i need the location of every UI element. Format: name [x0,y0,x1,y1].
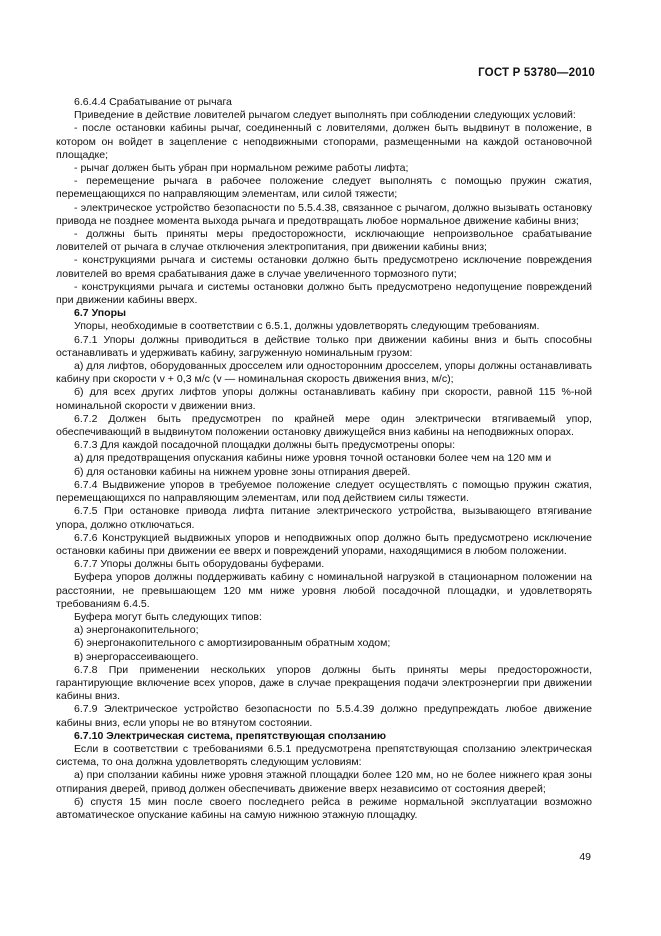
paragraph: Буфера могут быть следующих типов: [74,610,262,623]
paragraph: 6.7.4 Выдвижение упоров в требуемое положение следует осуществлять с помощью пружин сжатия, перемещающихся по направляющим элементам, или под действием силы тяжести. [56,478,592,505]
paragraph: в) энергорассеивающего. [74,650,199,663]
paragraph: а) при сползании кабины ниже уровня этажной площадки более 120 мм, но не более нижнего края зоны отпирания дверей, привод должен обеспечивать движение вверх независимо от состояния дверей; [56,769,592,795]
section-heading: 6.7.10 Электрическая система, препятствующая сползанию [74,729,387,742]
paragraph: а) для лифтов, оборудованных дросселем или односторонним дросселем, упоры должны останавливать кабину при скорости v + 0,3 м/с (v — номинальная скорость движения вниз, м/с); [56,360,592,386]
paragraph: б) для всех других лифтов упоры должны останавливать кабину при скорости, равной 115 %-ной номинальной скорости v движении вниз. [56,386,592,412]
paragraph: 6.7.5 При остановке привода лифта питание электрического устройства, вызывающего втягивание упора, должно отключаться. [56,505,592,531]
paragraph: а) для предотвращения опускания кабины ниже уровня точной остановки более чем на 120 мм и [74,452,552,465]
paragraph: а) энергонакопительного; [74,624,199,637]
section-heading: 6.7 Упоры [74,307,127,320]
paragraph: 6.7.2 Должен быть предусмотрен по крайней мере один электрически втягиваемый упор, обеспечивающий в выдвинутом положении остановку движущейся вниз кабины на неподвижных опорах. [56,412,592,439]
paragraph: - конструкциями рычага и системы остановки должно быть предусмотрено исключение повреждения ловителей во время срабатывания даже в случае увеличенного тормозного пути; [56,254,592,280]
paragraph: б) спустя 15 мин после своего последнего рейса в режиме нормальной эксплуатации возможно автоматическое опускание кабины на самую нижнюю этажную площадку. [56,795,592,821]
paragraph: 6.7.7 Упоры должны быть оборудованы буферами. [74,558,325,571]
page-number: 49 [579,851,591,863]
paragraph: 6.7.8 При применении нескольких упоров должны быть приняты меры предосторожности, гарантирующие включение всех упоров, даже в случае прекращения подачи электроэнергии при движении кабины вниз. [56,663,592,703]
paragraph: - должны быть приняты меры предосторожности, исключающие непроизвольное срабатывание ловителей от рычага в случае отключения электропитания, при движении кабины вниз; [56,228,592,254]
paragraph: - конструкциями рычага и системы остановки должно быть предусмотрено недопущение повреждений при движении кабины вверх. [56,280,592,307]
paragraph: 6.6.4.4 Срабатывание от рычага [74,96,232,108]
paragraph: 6.7.3 Для каждой посадочной площадки должны быть предусмотрены опоры: [74,439,456,452]
paragraph: - перемещение рычага в рабочее положение следует выполнять с помощью пружин сжатия, перемещающихся по направляющим элементам, или силой тяжести; [56,175,592,201]
paragraph: - рычаг должен быть убран при нормальном режиме работы лифта; [74,162,409,175]
document-id: ГОСТ Р 53780—2010 [478,67,595,79]
paragraph: б) энергонакопительного с амортизированным обратным ходом; [74,637,391,650]
paragraph: - электрическое устройство безопасности по 5.5.4.38, связанное с рычагом, должно вызывать остановку привода не позднее момента выхода рычага и предотвращать любое нормальное движение кабины вниз; [56,201,592,227]
document-body [56,96,592,822]
paragraph: 6.7.6 Конструкцией выдвижных упоров и неподвижных опор должно быть предусмотрено исключение остановки кабины при движении ее вверх и повреждений упорами, находящимися в любом положении. [56,531,592,557]
paragraph: 6.7.9 Электрическое устройство безопасности по 5.5.4.39 должно предупреждать любое движение кабины вниз, если упоры не во втянутом состоянии. [56,703,592,729]
paragraph: Если в соответствии с требованиями 6.5.1 предусмотрена препятствующая сползанию электрическая система, то она должна удовлетворять следующим условиям: [56,742,592,769]
paragraph: Приведение в действие ловителей рычагом следует выполнять при соблюдении следующих условий: [74,109,576,122]
paragraph: Буфера упоров должны поддерживать кабину с номинальной нагрузкой в стационарном положении на расстоянии, не превышающем 120 мм ниже уровня любой посадочной площадки, и удовлетворять требованиям 6.4.5. [56,571,592,610]
paragraph: 6.7.1 Упоры должны приводиться в действие только при движении кабины вниз и быть способны останавливать и удерживать кабину, загруженную номинальным грузом: [56,333,592,359]
paragraph: Упоры, необходимые в соответствии с 6.5.1, должны удовлетворять следующим требованиям. [74,320,540,333]
paragraph: - после остановки кабины рычаг, соединенный с ловителями, должен быть выдвинут в положение, в котором он войдет в зацепление с неподвижными стопорами, размещенными на каждой остановочной площадке; [56,122,592,161]
paragraph: б) для остановки кабины на нижнем уровне зоны отпирания дверей. [74,465,411,478]
